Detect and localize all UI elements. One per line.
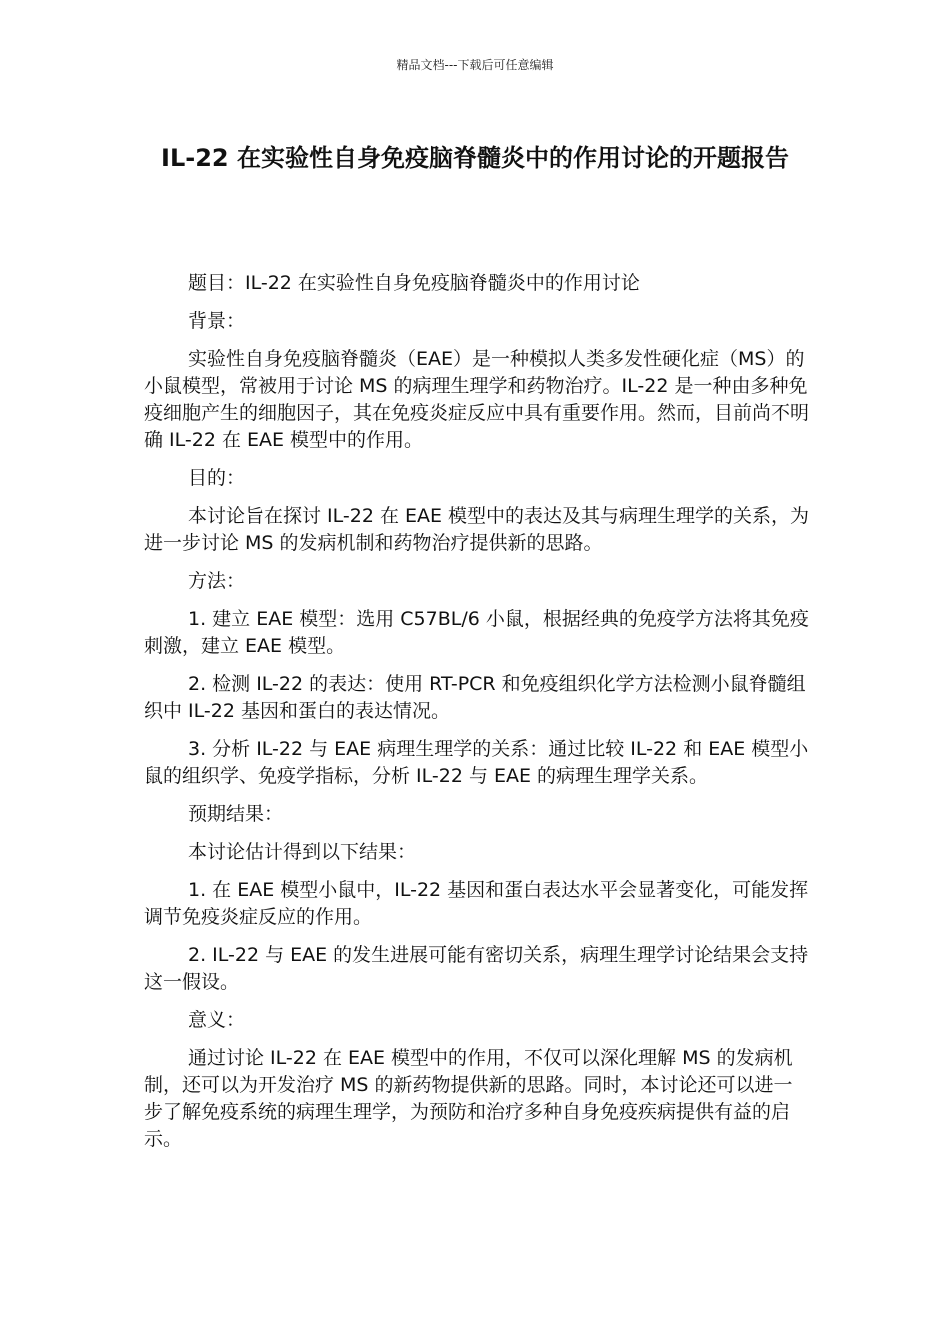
paragraph-purpose: 本讨论旨在探讨 IL-22 在 EAE 模型中的表达及其与病理生理学的关系，为进一步讨论 MS 的发病机制和药物治疗提供新的思路。 — [144, 505, 810, 554]
result-item-1: 1. 在 EAE 模型小鼠中，IL-22 基因和蛋白表达水平会显著变化，可能发挥调节免疫炎症反应的作用。 — [144, 879, 809, 928]
paragraph-significance: 通过讨论 IL-22 在 EAE 模型中的作用，不仅可以深化理解 MS 的发病机制，还可以为开发治疗 MS 的新药物提供新的思路。同时，本讨论还可以进一步了解免疫系统的病理生理学，为预防和治疗多种自身免疫疾病提供有益的启示。 — [144, 1047, 793, 1150]
document-title: IL-22 在实验性自身免疫脑脊髓炎中的作用讨论的开题报告 — [161, 144, 789, 172]
heading-expected-results: 预期结果： — [188, 803, 284, 825]
method-item-1: 1. 建立 EAE 模型：选用 C57BL/6 小鼠，根据经典的免疫学方法将其免疫刺激，建立 EAE 模型。 — [144, 608, 809, 657]
result-item-2: 2. IL-22 与 EAE 的发生进展可能有密切关系，病理生理学讨论结果会支持这一假设。 — [144, 944, 809, 993]
method-item-2: 2. 检测 IL-22 的表达：使用 RT-PCR 和免疫组织化学方法检测小鼠脊髓组织中 IL-22 基因和蛋白的表达情况。 — [144, 673, 806, 722]
heading-methods: 方法： — [188, 570, 246, 592]
paragraph-topic: 题目：IL-22 在实验性自身免疫脑脊髓炎中的作用讨论 — [188, 272, 640, 294]
paragraph-results-intro: 本讨论估计得到以下结果： — [188, 841, 417, 863]
paragraph-background: 实验性自身免疫脑脊髓炎（EAE）是一种模拟人类多发性硬化症（MS）的小鼠模型，常被用于讨论 MS 的病理生理学和药物治疗。IL-22 是一种由多种免疫细胞产生的细胞因子，其在免疫炎症反应中具有重要作用。然而，目前尚不明确 IL-22 在 EAE 模型中的作用。 — [144, 348, 810, 451]
method-item-3: 3. 分析 IL-22 与 EAE 病理生理学的关系：通过比较 IL-22 和 EAE 模型小鼠的组织学、免疫学指标，分析 IL-22 与 EAE 的病理生理学关系。 — [144, 738, 809, 787]
document-body — [144, 270, 810, 1164]
heading-significance: 意义： — [188, 1009, 246, 1031]
page-header: 精品文档---下载后可任意编辑 — [396, 58, 554, 72]
heading-background: 背景： — [188, 310, 246, 332]
heading-purpose: 目的： — [188, 467, 246, 489]
